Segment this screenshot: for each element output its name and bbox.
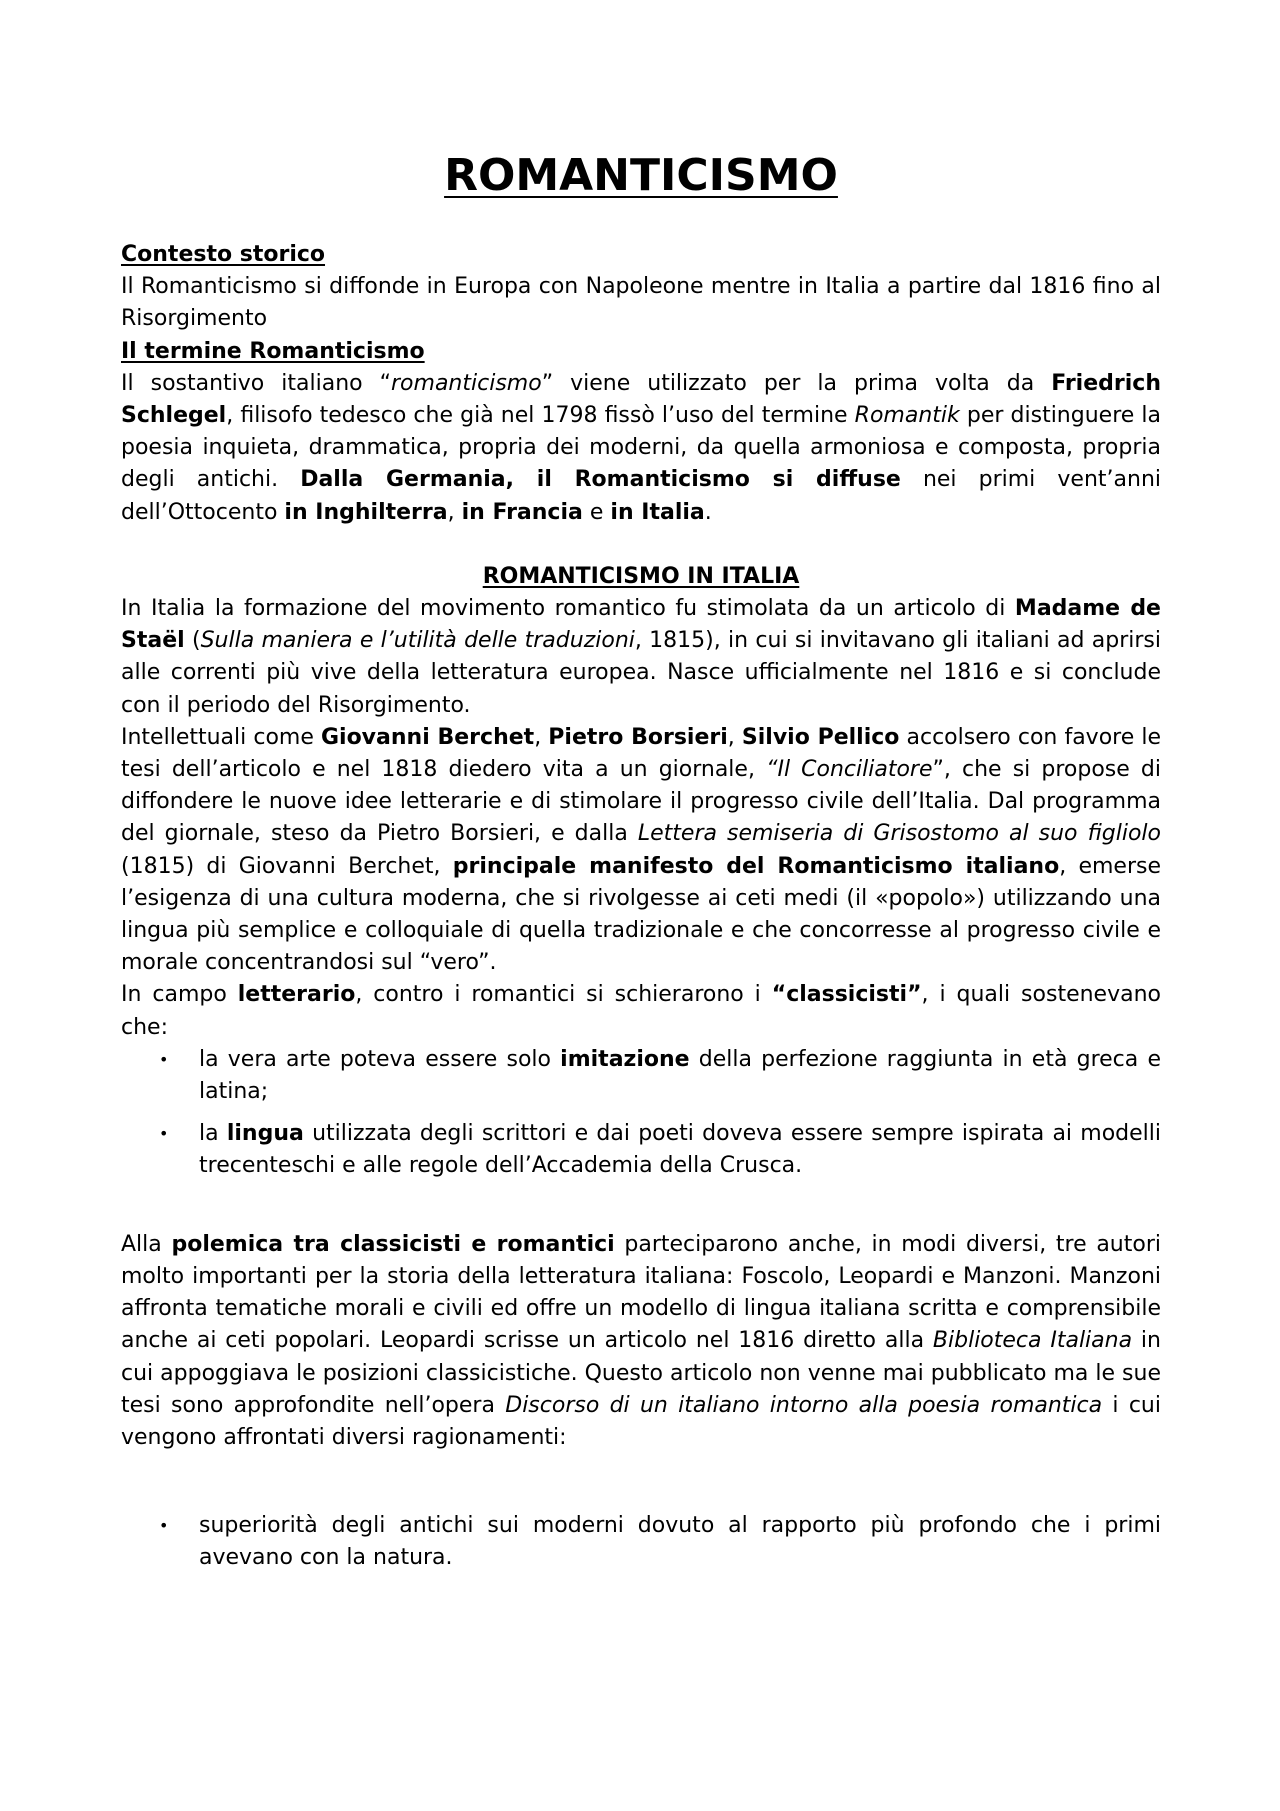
paragraph-contesto: Il Romanticismo si diffonde in Europa con Napoleone mentre in Italia a partire dal 1816 fino al Risorgimento	[121, 274, 1161, 332]
paragraph-termine: Il sostantivo italiano “romanticismo” viene utilizzato per la prima volta da Friedrich Schlegel, filisofo tedesco che già nel 1798 fissò l’uso del termine Romantik per distinguere la poesia inquieta, drammatica, propria dei moderni, da quella armoniosa e composta, propria degli antichi. Dalla Germania, il Romanticismo si diffuse nei primi vent’anni dell’Ottocento in Inghilterra, in Francia e in Italia.	[121, 370, 1161, 525]
paragraph-polemica: Alla polemica tra classicisti e romantici parteciparono anche, in modi diversi, tre autori molto importanti per la storia della letteratura italiana: Foscolo, Leopardi e Manzoni. Manzoni affronta tematiche morali e civili ed offre un modello di lingua italiana scritta e comprensibile anche ai ceti popolari. Leopardi scrisse un articolo nel 1816 diretto alla Biblioteca Italiana in cui appoggiava le posizioni classicistiche. Questo articolo non venne mai pubblicato ma le sue tesi sono approfondite nell’opera Discorso di un italiano intorno alla poesia romantica i cui vengono affrontati diversi ragionamenti:	[121, 1231, 1161, 1450]
bullet-icon: •	[159, 1516, 169, 1536]
list-item: • superiorità degli antichi sui moderni dovuto al rapporto più profondo che i primi avevano con la natura.	[121, 1510, 1161, 1574]
paragraph-italia-1: In Italia la formazione del movimento romantico fu stimolata da un articolo di Madame de Staël (Sulla maniera e l’utilità delle traduzioni, 1815), in cui si invitavano gli italiani ad aprirsi alle correnti più vive della letteratura europea. Nasce ufficialmente nel 1816 e si conclude con il periodo del Risorgimento.	[121, 596, 1161, 718]
classicisti-list	[121, 1044, 1161, 1183]
bullet-icon: •	[159, 1124, 169, 1144]
page-title: ROMANTICISMO	[444, 150, 838, 201]
section-heading-termine: Il termine Romanticismo	[121, 338, 425, 364]
list-item: • la vera arte poteva essere solo imitazione della perfezione raggiunta in età greca e latina;	[121, 1044, 1161, 1108]
section-heading-italia: ROMANTICISMO IN ITALIA	[482, 563, 800, 589]
paragraph-italia-3: In campo letterario, contro i romantici si schierarono i “classicisti”, i quali sostenevano che:	[121, 982, 1161, 1040]
ragionamenti-list	[121, 1510, 1161, 1574]
list-item: • la lingua utilizzata degli scrittori e dai poeti doveva essere sempre ispirata ai modelli trecenteschi e alle regole dell’Accademia della Crusca.	[121, 1118, 1161, 1182]
document-body	[121, 239, 1161, 1575]
bullet-icon: •	[159, 1049, 169, 1069]
section-heading-contesto: Contesto storico	[121, 242, 326, 267]
paragraph-italia-2: Intellettuali come Giovanni Berchet, Pietro Borsieri, Silvio Pellico accolsero con favore le tesi dell’articolo e nel 1818 diedero vita a un giornale, “Il Conciliatore”, che si propose di diffondere le nuove idee letterarie e di stimolare il progresso civile dell’Italia. Dal programma del giornale, steso da Pietro Borsieri, e dalla Lettera semiseria di Grisostomo al suo figliolo (1815) di Giovanni Berchet, principale manifesto del Romanticismo italiano, emerse l’esigenza di una cultura moderna, che si rivolgesse ai ceti medi (il «popolo») utilizzando una lingua più semplice e colloquiale di quella tradizionale e che concorresse al progresso civile e morale concentrandosi sul “vero”.	[121, 724, 1162, 976]
